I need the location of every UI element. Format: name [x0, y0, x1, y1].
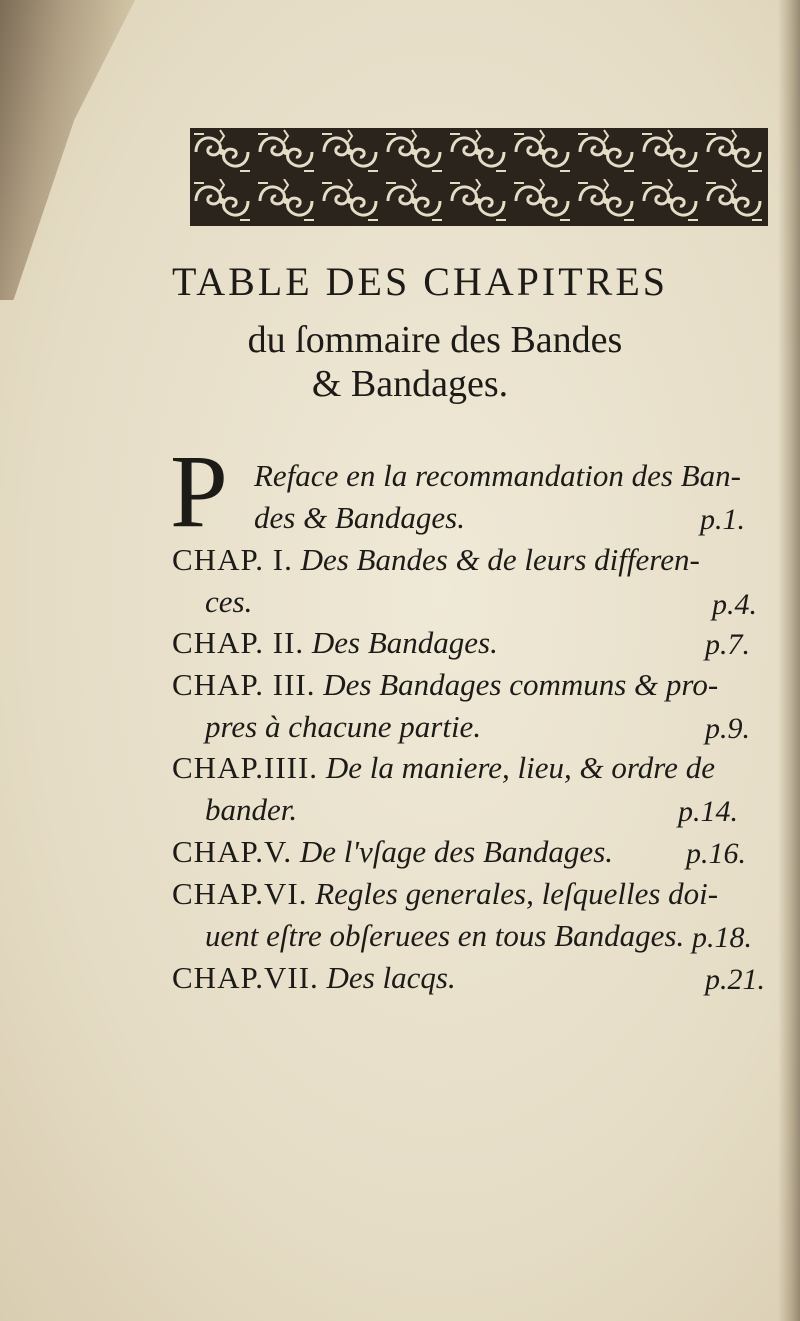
chapter-1-title: Des Bandes & de leurs differen- [300, 542, 700, 577]
chapter-2-title: Des Bandages. [311, 625, 498, 660]
page-edge-shadow [778, 0, 800, 1321]
chapter-3-label: CHAP. III. [172, 667, 316, 702]
chapter-4-label: CHAP.IIII. [172, 750, 319, 785]
chapter-6-page: p.18. [692, 921, 752, 954]
chapter-3-entry [172, 667, 718, 703]
chapter-4-entry [172, 750, 715, 786]
chapter-4-page: p.14. [678, 795, 738, 828]
chapter-5-title: De l'vſage des Bandages. [299, 834, 614, 869]
preface-line-2: des & Bandages. [254, 500, 465, 535]
chapter-5-label: CHAP.V. [172, 834, 293, 869]
chapter-3-title-cont: pres à chacune partie. [205, 709, 482, 744]
table-subtitle-line-2: & Bandages. [311, 363, 509, 405]
table-subtitle-line-1: du ſommaire des Bandes [247, 319, 623, 361]
chapter-3-page: p.9. [705, 712, 750, 745]
table-title: TABLE DES CHAPITRES [172, 259, 669, 304]
book-spine-shadow [0, 0, 135, 300]
chapter-1-title-cont: ces. [205, 584, 253, 619]
chapter-1-entry [172, 542, 700, 578]
chapter-7-title: Des lacqs. [326, 960, 456, 995]
chapter-2-page: p.7. [705, 628, 750, 661]
chapter-4-title: De la maniere, lieu, & ordre de [325, 750, 715, 785]
preface-drop-cap: P [170, 434, 228, 549]
chapter-6-entry [172, 876, 718, 912]
chapter-5-entry [172, 834, 613, 870]
chapter-5-page: p.16. [686, 837, 746, 870]
preface-page: p.1. [700, 503, 745, 536]
chapter-6-title-cont: uent eſtre obſeruees en tous Bandages. [205, 918, 685, 953]
chapter-7-label: CHAP.VII. [172, 960, 319, 995]
chapter-3-title: Des Bandages communs & pro- [323, 667, 719, 702]
preface-line-1: Reface en la recommandation des Ban- [254, 458, 741, 493]
chapter-6-label: CHAP.VI. [172, 876, 308, 911]
chapter-2-label: CHAP. II. [172, 625, 305, 660]
chapter-4-title-cont: bander. [205, 792, 298, 827]
chapter-7-page: p.21. [705, 963, 765, 996]
chapter-1-label: CHAP. I. [172, 542, 293, 577]
chapter-7-entry [172, 960, 456, 996]
chapter-2-entry [172, 625, 498, 661]
chapter-1-page: p.4. [712, 588, 757, 621]
decorative-headpiece-ornament [190, 128, 768, 226]
chapter-6-title: Regles generales, leſquelles doi- [315, 876, 719, 911]
